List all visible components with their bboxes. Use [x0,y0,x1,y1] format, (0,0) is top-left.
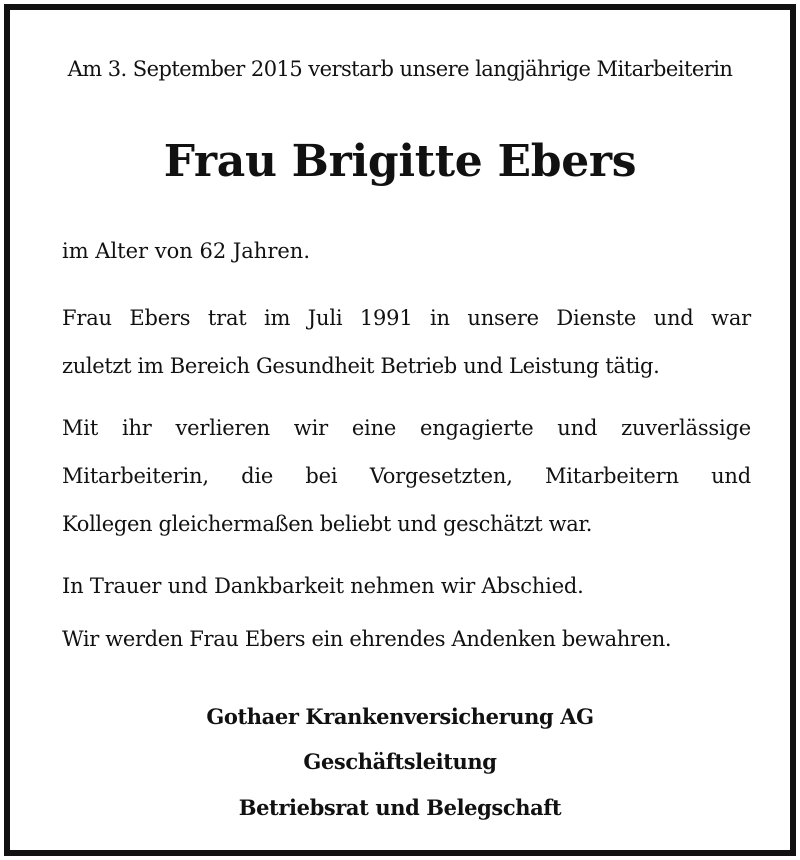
intro-line: Am 3. September 2015 verstarb unsere langjährige Mitarbeiterin [67,57,733,81]
age-line: im Alter von 62 Jahren. [62,239,311,263]
deceased-name: Frau Brigitte Ebers [163,136,637,187]
signature-staff: Betriebsrat und Belegschaft [238,795,562,820]
tribute-line-1: Mit ihr verlieren wir eine engagierte und zuverlässige [62,416,751,440]
obituary-notice [4,4,796,856]
employment-line-1: Frau Ebers trat im Juli 1991 in unsere Dienste und war [62,306,751,330]
tribute-paragraph [62,404,751,548]
signature-company: Gothaer Krankenversicherung AG [206,704,594,729]
tribute-line-3: Kollegen gleichermaßen beliebt und geschätzt war. [62,512,593,536]
employment-line-2: zuletzt im Bereich Gesundheit Betrieb und Leistung tätig. [62,354,660,378]
mourning-line: In Trauer und Dankbarkeit nehmen wir Abschied. [62,574,584,598]
signature-management: Geschäftsleitung [303,749,497,774]
employment-paragraph [62,294,751,390]
memory-line: Wir werden Frau Ebers ein ehrendes Andenken bewahren. [62,627,672,651]
tribute-line-2: Mitarbeiterin, die bei Vorgesetzten, Mitarbeitern und [62,464,751,488]
